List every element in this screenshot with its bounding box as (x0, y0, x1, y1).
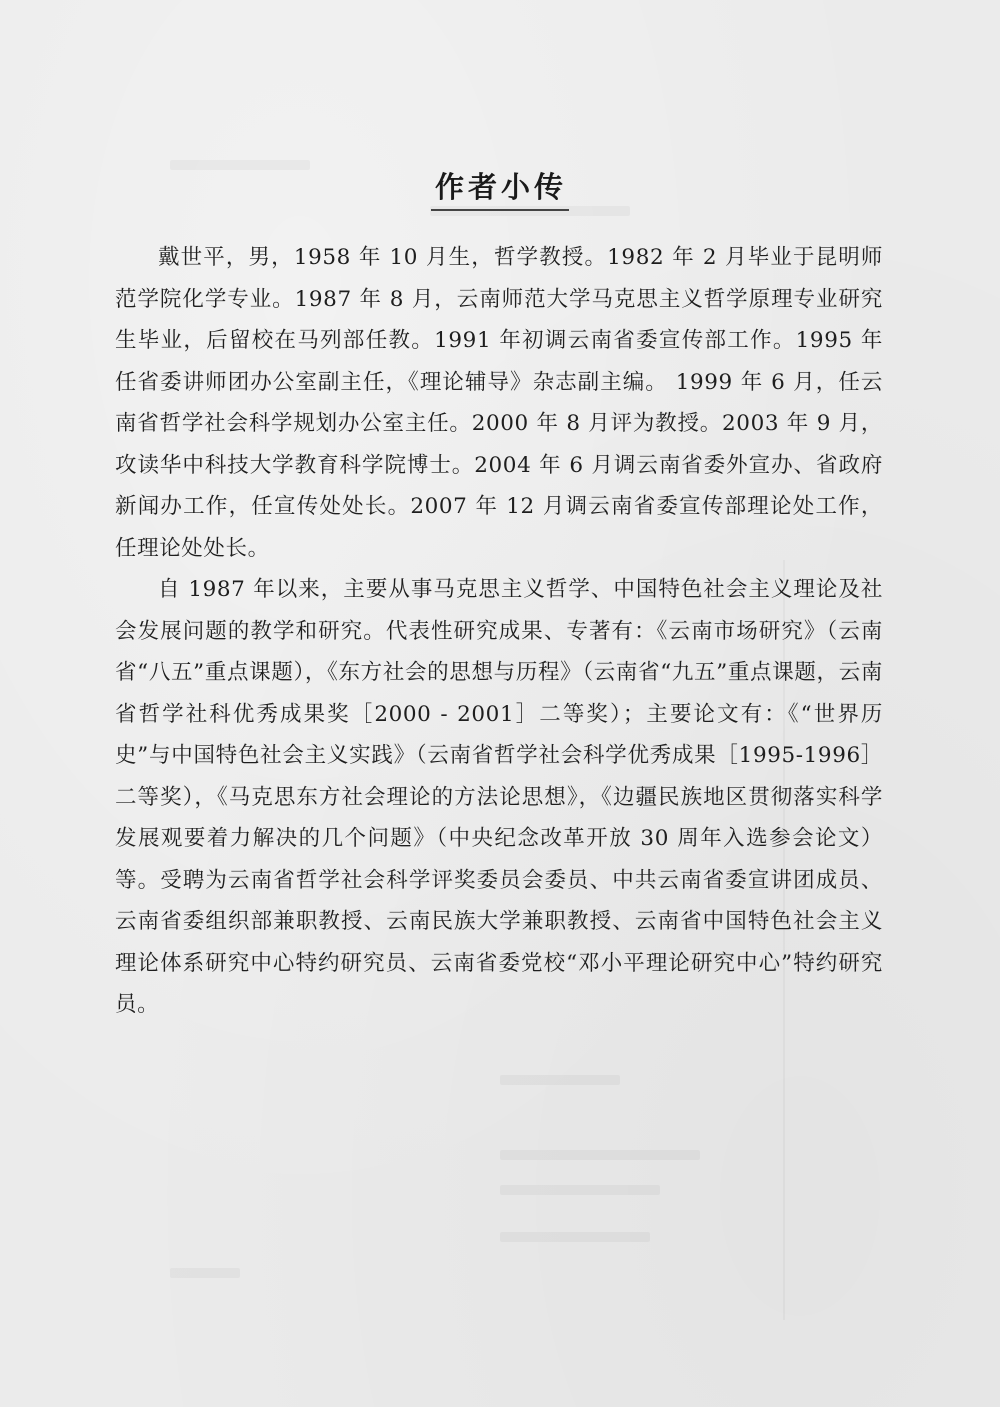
show-through-line (170, 1268, 240, 1278)
paragraph-research: 自 1987 年以来，主要从事马克思主义哲学、中国特色社会主义理论及社会发展问题的教学和研究。代表性研究成果、专著有：《云南市场研究》（云南省“八五”重点课题），《东方社会的思想与历程》（云南省“九五”重点课题，云南省哲学社科优秀成果奖［2000 - 2001］二等奖）；主要论文有：《“世界历史”与中国特色社会主义实践》（云南省哲学社会科学优秀成果［1995-1996］二等奖），《马克思东方社会理论的方法论思想》，《边疆民族地区贯彻落实科学发展观要着力解决的几个问题》（中央纪念改革开放 30 周年入选参会论文）等。受聘为云南省哲学社会科学评奖委员会委员、中共云南省委宣讲团成员、云南省委组织部兼职教授、云南民族大学兼职教授、云南省中国特色社会主义理论体系研究中心特约研究员、云南省委党校“邓小平理论研究中心”特约研究员。 (115, 577, 883, 1017)
show-through-line (500, 1232, 650, 1242)
show-through-line (500, 1150, 700, 1160)
biography-body (115, 237, 883, 1026)
show-through-line (500, 1185, 660, 1195)
page-title: 作者小传 (431, 169, 569, 211)
show-through-line (500, 1075, 620, 1085)
title-container (0, 150, 1000, 231)
paragraph-career: 戴世平，男，1958 年 10 月生，哲学教授。1982 年 2 月毕业于昆明师范学院化学专业。1987 年 8 月，云南师范大学马克思主义哲学原理专业研究生毕业，后留校在马列部任教。1991 年初调云南省委宣传部工作。1995 年任省委讲师团办公室副主任，《理论辅导》杂志副主编。 1999 年 6 月，任云南省哲学社会科学规划办公室主任。2000 年 8 月评为教授。2003 年 9 月，攻读华中科技大学教育科学院博士。2004 年 6 月调云南省委外宣办、省政府新闻办工作，任宣传处处长。2007 年 12 月调云南省委宣传部理论处工作，任理论处处长。 (115, 245, 883, 561)
